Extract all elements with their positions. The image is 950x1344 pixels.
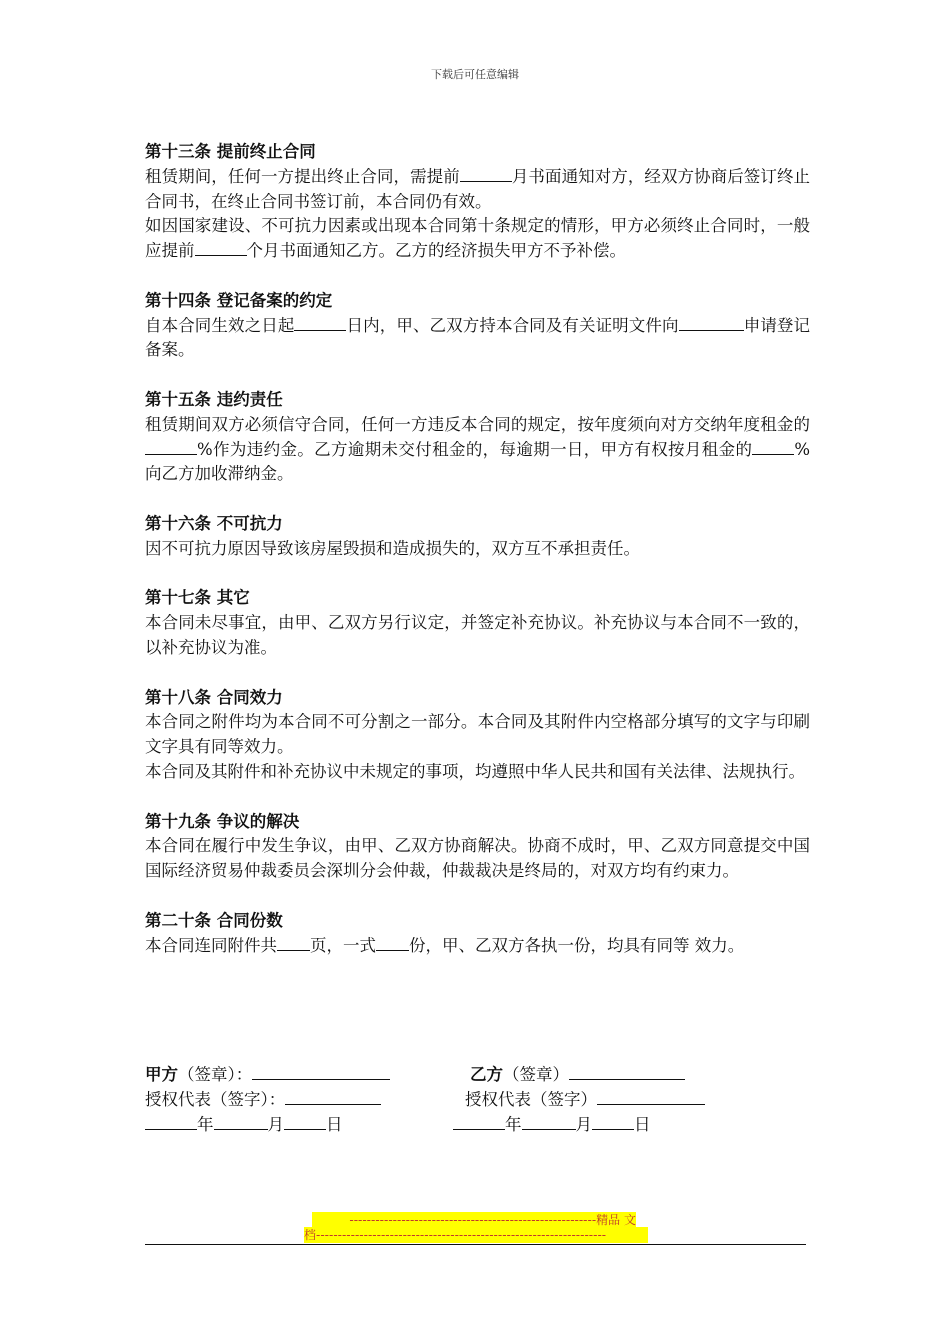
representative-label: 授权代表（签字） (465, 1090, 597, 1109)
month-blank (522, 1113, 576, 1130)
party-a-representative (145, 1087, 381, 1112)
text-run: 日内，甲、乙双方持本合同及有关证明文件向 (346, 315, 679, 335)
year-blank (145, 1113, 197, 1130)
text-run: 本合同之附件均为本合同不可分割之一部分。本合同及其附件内空格部分填写的文字与印刷文字具有同等效力。 (145, 712, 810, 757)
text-run: 租赁期间，任何一方提出终止合同，需提前 (145, 166, 460, 186)
text-run: %作为违约金。乙方逾期未交付租金的，每逾期一日，甲方有权按月租金的 (197, 439, 753, 459)
text-run: 页，一式 (310, 935, 376, 955)
article-heading: 第二十条 合同份数 (145, 910, 283, 930)
signature-row-representative (145, 1087, 810, 1112)
article-20 (145, 909, 810, 959)
article-paragraph (145, 214, 810, 264)
fill-in-blank (460, 165, 512, 182)
text-run: %向乙方加收滞纳金。 (145, 439, 810, 484)
day-label: 日 (326, 1115, 343, 1134)
article-heading: 第十七条 其它 (145, 588, 250, 608)
party-a-date (145, 1112, 343, 1137)
text-run: 如因国家建设、不可抗力因素或出现本合同第十条规定的情形，甲方必须终止合同时，一般应提前 (145, 216, 810, 261)
fill-in-blank (752, 438, 794, 455)
fill-in-blank (735, 314, 744, 331)
fill-in-blank (145, 438, 197, 455)
article-paragraph (145, 413, 810, 487)
representative-label: 授权代表（签字）： (145, 1090, 286, 1109)
article-heading: 第十三条 提前终止合同 (145, 142, 316, 161)
text-run: 份，甲、乙双方各执一份，均具有同等 效力。 (409, 935, 745, 955)
party-a-label: 甲方 (145, 1065, 178, 1084)
footer-divider (145, 1244, 806, 1245)
party-a-seal-label: （签章）： (178, 1065, 253, 1084)
article-19 (145, 810, 810, 884)
text-run: 个月书面通知乙方。乙方的经济损失甲方不予补偿。 (246, 241, 626, 261)
text-run: 申请登记备案。 (145, 315, 811, 360)
year-blank (453, 1113, 505, 1130)
month-blank (214, 1113, 268, 1130)
fill-in-blank (679, 314, 735, 331)
signature-block (145, 1062, 810, 1137)
article-16 (145, 512, 810, 562)
text-run: 月书面通知对方，经双方协商后签订终止合同书，在终止合同书签订前，本合同仍有效。 (145, 166, 811, 211)
article-paragraph (145, 165, 810, 215)
signature-line (252, 1063, 390, 1080)
fill-in-blank (294, 314, 346, 331)
fill-in-blank (195, 239, 247, 256)
footer-watermark-line-2: 档------------------------------------------------------------------- (304, 1227, 648, 1243)
article-13 (145, 140, 810, 264)
month-label: 月 (267, 1115, 284, 1134)
signature-line (569, 1063, 685, 1080)
party-b-date (453, 1112, 651, 1137)
year-label: 年 (197, 1115, 214, 1134)
day-blank (592, 1113, 634, 1130)
contract-body (145, 140, 810, 983)
text-run: 因不可抗力原因导致该房屋毁损和造成损失的，双方互不承担责任。 (145, 538, 640, 558)
fill-in-blank (376, 934, 409, 951)
article-heading: 第十四条 登记备案的约定 (145, 290, 333, 310)
text-run: 本合同及其附件和补充协议中未规定的事项，均遵照中华人民共和国有关法律、法规执行。 (145, 761, 805, 781)
article-14 (145, 289, 810, 363)
article-heading: 第十六条 不可抗力 (145, 513, 283, 533)
text-run: 本合同未尽事宜，由甲、乙双方另行议定，并签定补充协议。补充协议与本合同不一致的，以补充协议为准。 (145, 613, 810, 657)
party-a-signature (145, 1062, 390, 1087)
article-paragraph (145, 314, 810, 364)
party-b-seal-label: （签章） (503, 1065, 569, 1084)
footer-watermark-line-1: ---------------------------------------------------------精品 文 (312, 1212, 636, 1228)
signature-row-date (145, 1112, 810, 1137)
party-b-representative (465, 1087, 705, 1112)
day-blank (284, 1113, 326, 1130)
article-15 (145, 388, 810, 487)
article-heading: 第十八条 合同效力 (145, 687, 283, 707)
party-b-label: 乙方 (470, 1065, 503, 1084)
text-run: 自本合同生效之日起 (145, 315, 295, 335)
year-label: 年 (505, 1115, 522, 1134)
article-paragraph (145, 611, 810, 661)
text-run: 本合同在履行中发生争议，由甲、乙双方协商解决。协商不成时，甲、乙双方同意提交中国国际经济贸易仲裁委员会深圳分会仲裁，仲裁裁决是终局的，对双方均有约束力。 (145, 836, 810, 881)
party-b-signature (470, 1062, 685, 1087)
article-heading: 第十九条 争议的解决 (145, 811, 300, 831)
article-paragraph (145, 537, 810, 562)
header-note: 下载后可任意编辑 (431, 68, 519, 81)
text-run: 租赁期间双方必须信守合同，任何一方违反本合同的规定，按年度须向对方交纳年度租金的 (145, 414, 810, 434)
article-paragraph (145, 760, 810, 785)
article-heading: 第十五条 违约责任 (145, 389, 283, 409)
article-18 (145, 686, 810, 785)
article-17 (145, 586, 810, 660)
text-run: 本合同连同附件共 (145, 935, 277, 955)
signature-line (597, 1088, 705, 1105)
signature-line (285, 1088, 381, 1105)
day-label: 日 (634, 1115, 651, 1134)
article-paragraph (145, 710, 810, 760)
article-paragraph (145, 934, 810, 959)
signature-row-party (145, 1062, 810, 1087)
article-paragraph (145, 834, 810, 884)
fill-in-blank (277, 934, 310, 951)
month-label: 月 (575, 1115, 592, 1134)
